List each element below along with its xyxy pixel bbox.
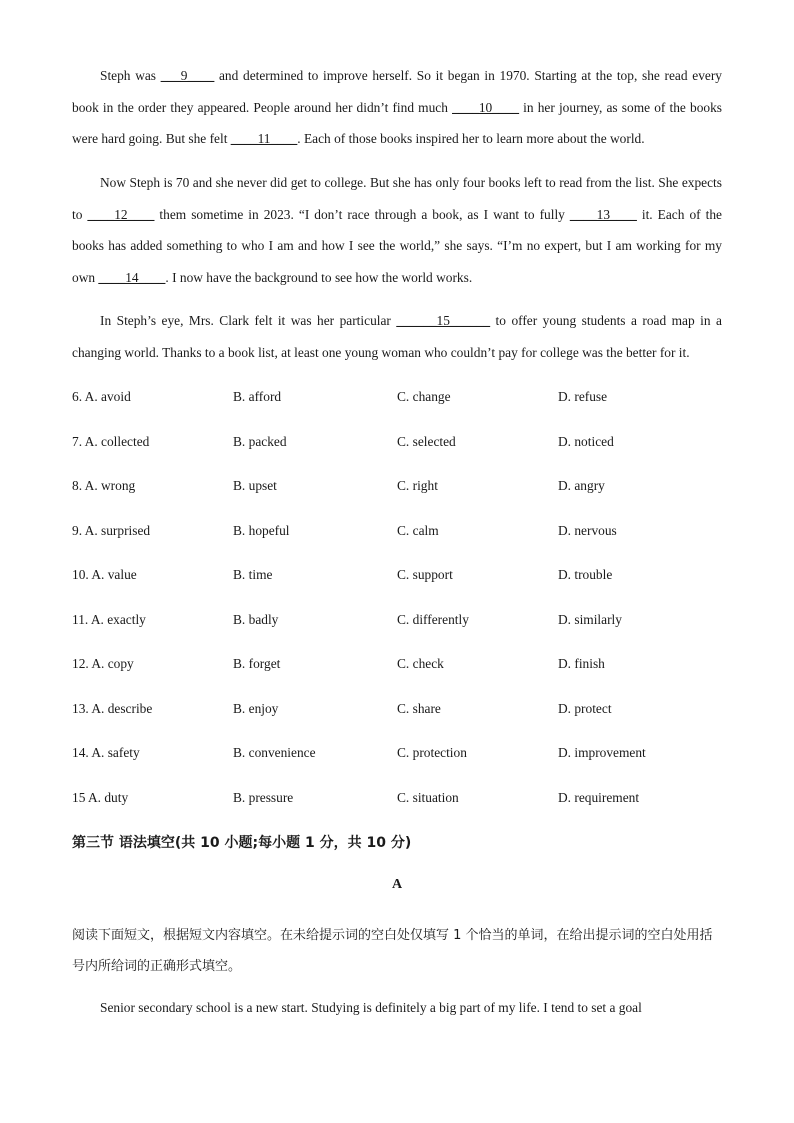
question-15-options	[72, 790, 732, 810]
option-c: C. differently	[397, 612, 469, 627]
option-b: B. time	[233, 567, 273, 582]
option-a: 8. A. wrong	[72, 478, 136, 493]
section-instructions: 阅读下面短文，根据短文内容填空。在未给提示词的空白处仅填写 1 个恰当的单词，在给出提示词的空白处用括号内所给词的正确形式填空。	[72, 928, 713, 974]
paragraph-steph-now	[72, 167, 722, 293]
option-b: B. enjoy	[233, 701, 279, 716]
option-b: B. upset	[233, 478, 277, 493]
option-a: 11. A. exactly	[72, 612, 146, 627]
question-12-options	[72, 656, 732, 676]
option-a: 6. A. avoid	[72, 389, 131, 404]
option-a: 7. A. collected	[72, 434, 150, 449]
passage-opening: Senior secondary school is a new start. Studying is definitely a big part of my life. I tend to set a goal	[100, 1000, 642, 1015]
option-b: B. hopeful	[233, 523, 290, 538]
option-b: B. packed	[233, 434, 287, 449]
question-11-options	[72, 612, 732, 632]
option-d: D. trouble	[558, 567, 613, 582]
text-run: Steph was	[100, 68, 161, 83]
question-13-options	[72, 701, 732, 721]
section-title: 第三节 语法填空(共 10 小题;每小题 1 分，共 10 分)	[72, 835, 412, 851]
option-c: C. situation	[397, 790, 459, 805]
option-a: 12. A. copy	[72, 656, 134, 671]
option-d: D. similarly	[558, 612, 622, 627]
blank-11: ____11____	[230, 131, 298, 147]
option-a: 10. A. value	[72, 567, 137, 582]
question-8-options	[72, 478, 732, 498]
option-c: C. share	[397, 701, 441, 716]
option-d: D. refuse	[558, 389, 608, 404]
option-c: C. calm	[397, 523, 439, 538]
paragraph-steph-goal	[72, 60, 722, 155]
text-run: to offer young students a road map in a changing world. Thanks to a book list, at least one young woman who couldn’t pay for college was the better for it.	[72, 313, 722, 360]
option-d: D. nervous	[558, 523, 617, 538]
text-run: them sometime in 2023. “I don’t race through a book, as I want to fully	[154, 206, 570, 222]
text-run: . I now have the background to see how the world works.	[165, 269, 473, 285]
option-d: D. noticed	[558, 434, 614, 449]
option-c: C. support	[397, 567, 453, 582]
option-b: B. badly	[233, 612, 279, 627]
option-a: 9. A. surprised	[72, 523, 151, 538]
paragraph-mrs-clark	[72, 305, 722, 368]
option-c: C. selected	[397, 434, 456, 449]
question-6-options	[72, 389, 732, 409]
option-d: D. finish	[558, 656, 605, 671]
option-b: B. convenience	[233, 745, 316, 760]
passage-label: A	[391, 877, 403, 892]
text-run: In Steph’s eye, Mrs. Clark felt it was her particular	[100, 313, 397, 328]
blank-9: ___9____	[160, 68, 215, 83]
text-run: . Each of those books inspired her to learn more about the world.	[297, 131, 645, 147]
option-d: D. requirement	[558, 790, 640, 805]
blank-15: ______15______	[396, 313, 491, 328]
option-a: 14. A. safety	[72, 745, 140, 760]
option-c: C. protection	[397, 745, 467, 760]
question-9-options	[72, 523, 732, 543]
blank-13: ____13____	[569, 206, 637, 222]
option-d: D. angry	[558, 478, 605, 493]
text-run: and determined to improve herself. So it began in 1970. Starting at the top, she read every book in the order they appeared. People around her didn’t find much	[72, 68, 722, 115]
blank-10: ____10____	[452, 99, 520, 115]
text-run: it. Each of the books has added something to who I am and how I see the world,” she says. “I’m no expert, but I am working for my own	[72, 206, 722, 285]
option-d: D. improvement	[558, 745, 646, 760]
question-10-options	[72, 567, 732, 587]
text-run: Now Steph is 70 and she never did get to college. But she has only four books left to read from the list. She expects to	[72, 175, 722, 222]
question-14-options	[72, 745, 732, 765]
option-b: B. pressure	[233, 790, 294, 805]
blank-14: ____14____	[98, 269, 166, 285]
blank-12: ____12____	[87, 206, 155, 222]
option-d: D. protect	[558, 701, 612, 716]
text-run: in her journey, as some of the books were hard going. But she felt	[72, 99, 722, 147]
option-b: B. afford	[233, 389, 282, 404]
option-a: 13. A. describe	[72, 701, 153, 716]
option-c: C. change	[397, 389, 451, 404]
question-7-options	[72, 434, 732, 454]
option-c: C. right	[397, 478, 438, 493]
option-b: B. forget	[233, 656, 281, 671]
option-c: C. check	[397, 656, 444, 671]
option-a: 15 A. duty	[72, 790, 129, 805]
